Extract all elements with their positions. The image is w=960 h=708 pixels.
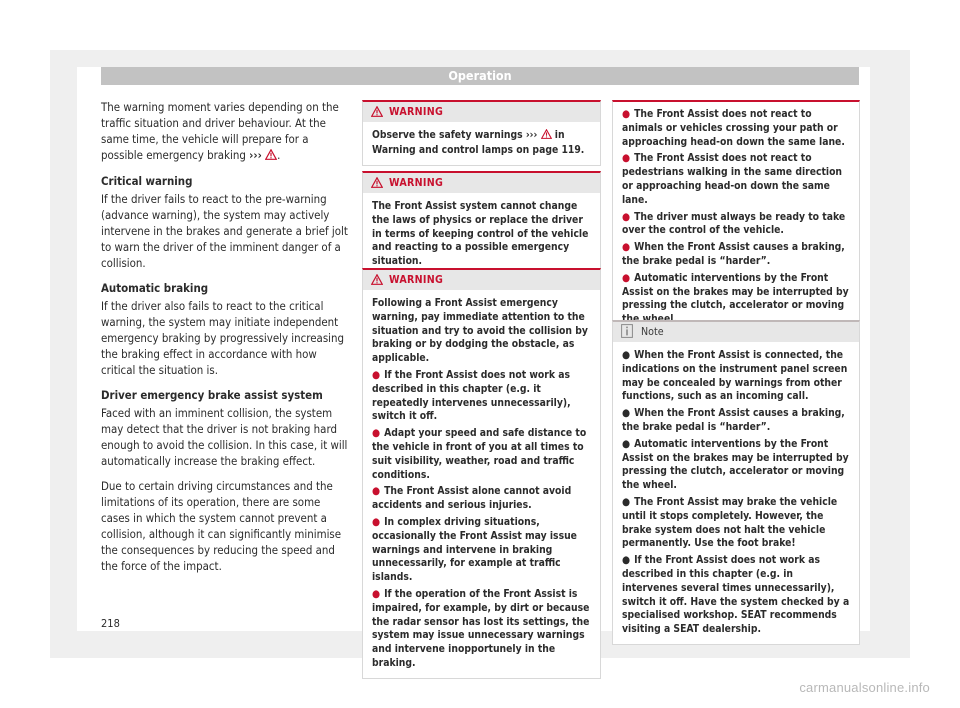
warning-box-physics <box>362 171 601 277</box>
brake-assist-text-1: Faced with an imminent collision, the system may detect that the driver is not braking hard enough to avoid the collision. In this case, it will automatically increase the braking effect. <box>101 406 348 468</box>
reference-arrows: ››› <box>525 129 538 141</box>
section-header: Operation <box>101 67 859 85</box>
list-item: ● If the Front Assist does not work as described in this chapter (e.g. it repeatedly intervenes unnecessarily), switch it off. <box>372 368 571 423</box>
warning-body: Observe the safety warnings ››› in Warning and control lamps on page 119. <box>372 129 585 156</box>
warning-intro: Following a Front Assist emergency warning, pay immediate attention to the situation and try to avoid the collision by braking or by dodging the obstacle, as applicable. <box>372 297 588 365</box>
page-number: 218 <box>101 617 120 630</box>
warning-label: WARNING <box>389 274 444 286</box>
list-item: ● Adapt your speed and safe distance to the vehicle in front of you at all times to suit visibility, weather, road and traffic conditions. <box>372 427 587 481</box>
warning-header <box>363 270 600 290</box>
note-label: Note <box>641 326 664 338</box>
list-item: ● In complex driving situations, occasionally the Front Assist may issue warnings and intervene in braking unnecessarily, for example at traffic islands. <box>372 515 577 584</box>
list-item: ● If the operation of the Front Assist is impaired, for example, by dirt or because the radar sensor has lost its settings, the system may issue unnecessary warnings and intervene inopportunely in the braking. <box>372 587 590 669</box>
note-box <box>612 320 860 645</box>
list-item: ● The driver must always be ready to take over the control of the vehicle. <box>622 210 846 237</box>
automatic-braking-text: If the driver also fails to react to the critical warning, the system may initiate independent emergency braking by progressively increasing the braking effect in accordance with how critical the situation is. <box>101 299 345 377</box>
warning-label: WARNING <box>389 177 444 189</box>
list-item: ● The Front Assist does not react to pedestrians walking in the same direction or approaching head-on down the same lane. <box>622 152 843 206</box>
automatic-braking-heading: Automatic braking <box>101 281 209 295</box>
warning-box-continuation <box>612 100 860 335</box>
watermark: carmanualsonline.info <box>799 680 930 695</box>
left-column <box>101 99 351 583</box>
list-item: ● When the Front Assist causes a braking, the brake pedal is “harder”. <box>622 241 845 267</box>
note-header <box>613 322 859 342</box>
warning-body <box>363 290 600 678</box>
warning-header <box>363 173 600 193</box>
list-item: ● When the Front Assist is connected, the indications on the instrument panel screen may be concealed by warnings from other functions, such as an incoming call. <box>622 349 848 403</box>
warning-box-safety <box>362 100 601 166</box>
list-item: ● If the Front Assist does not work as described in this chapter (e.g. in intervenes several times unnecessarily), switch it off. Have the system checked by a specialised workshop. SEAT recommends visiting a SEAT dealership. <box>622 554 850 636</box>
list-item: ● Automatic interventions by the Front Assist on the brakes may be interrupted by pressing the clutch, accelerator or moving <box>622 271 849 312</box>
note-body <box>613 342 859 644</box>
warning-body: The Front Assist system cannot change the laws of physics or replace the driver in terms of keeping control of the vehicle and reacting to a possible emergency situation. <box>372 200 589 268</box>
list-item: ● The Front Assist does not react to animals or vehicles crossing your path or approaching head-on down the same lane. <box>622 108 845 148</box>
warning-triangle-icon <box>265 148 277 164</box>
page-reference-link[interactable]: in Warning and control lamps on page 119. <box>372 129 585 156</box>
list-item: ● The Front Assist may brake the vehicle until it stops completely. However, the brake system does not halt the vehicle permanently. Use the foot brake! <box>622 495 838 550</box>
critical-warning-heading: Critical warning <box>101 174 193 188</box>
warning-triangle-icon <box>371 272 383 292</box>
warning-triangle-icon <box>371 104 383 124</box>
critical-warning-text: If the driver fails to react to the pre-warning (advance warning), the system may actively intervene in the brakes and generate a brief jolt to warn the driver of the imminent danger of a collision. <box>101 192 348 270</box>
warning-header <box>363 102 600 122</box>
brake-assist-text-2: Due to certain driving circumstances and the limitations of its operation, there are some cases in which the system cannot prevent a collision, although it can significantly minimise the consequences by reducing the speed and the force of the impact. <box>101 479 342 573</box>
warning-label: WARNING <box>389 106 444 118</box>
intro-paragraph: The warning moment varies depending on the traffic situation and driver behaviour. At the same time, the vehicle will prepare for a possible emergency braking ››› . <box>101 100 339 162</box>
list-item: ● When the Front Assist causes a braking, the brake pedal is “harder”. <box>622 407 845 433</box>
info-icon <box>621 324 633 345</box>
warning-triangle-icon <box>371 175 383 195</box>
reference-arrows: ››› <box>249 148 262 162</box>
warning-box-emergency <box>362 268 601 679</box>
warning-body <box>613 102 859 334</box>
list-item: ● The Front Assist alone cannot avoid accidents and serious injuries. <box>372 485 572 512</box>
warning-triangle-icon <box>541 129 552 144</box>
list-item: ● Automatic interventions by the Front Assist on the brakes may be interrupted by pressing the clutch, accelerator or moving the wheel. <box>622 437 849 492</box>
intro-text: The warning moment varies depending on the traffic situation and driver behaviour. At the same time, the vehicle will prepare for a possible emergency braking <box>101 100 339 162</box>
brake-assist-heading: Driver emergency brake assist system <box>101 388 323 402</box>
